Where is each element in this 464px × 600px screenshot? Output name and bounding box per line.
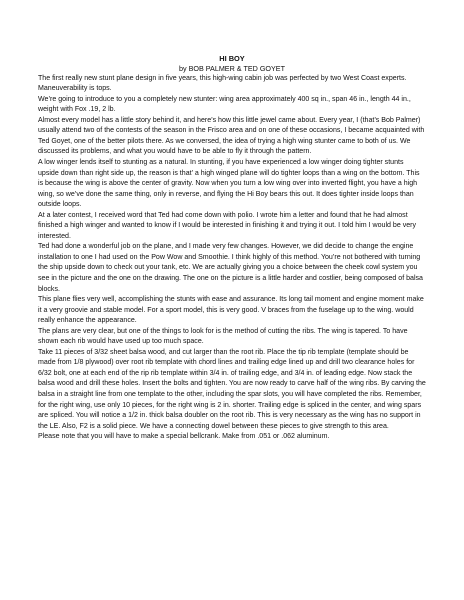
paragraph-later-contest: At a later contest, I received word that Ted had come down with polio. I wrote him a letter and found that he had almost finished a high winger and wanted to know if I would be interested in finishing it and trying it out. I told him I would be very interested. (38, 211, 417, 240)
paragraph-story: Almost every model has a little story behind it, and here’s how this little jewel came about. Every year, I (that’s Bob Palmer) usually attend two of the contests of the season in the Frisco area and on one of these occasions, I became acquainted with Ted Goyet, one of the better pilots there. As we conversed, the idea of trying a high wing stunter came to both of us. We discussed its problems, and what you would have to be able to fly it through the pattern. (38, 116, 425, 156)
paragraph-bellcrank: Please note that you will have to make a special bellcrank. Make from .051 or .062 aluminum. (38, 433, 330, 441)
document-body (38, 74, 426, 443)
paragraph-flying: This plane flies very well, accomplishing the stunts with ease and assurance. Its long tail moment and engine moment make it a very groovie and stable model. For a sport model, this is very good. V braces from the fuselage up to the wing. would really enhance the appearance. (38, 296, 424, 325)
paragraph-intro: The first really new stunt plane design in five years, this high-wing cabin job was perfected by two West Coast experts. Maneuverability is tops. (38, 74, 407, 93)
paragraph-engine-installation: Ted had done a wonderful job on the plane, and I made very few changes. However, we did decide to change the engine installation to one I had used on the Pow Wow and Smoothie. I think highly of this method. You’re not bothered with turning the ship upside down to check out your tank, etc. We are actually giving you a choice between the cheek cowl system you see in the picture and the one on the drawing. The one on the picture is a little harder and costlier, being composed of balsa blocks. (38, 243, 423, 293)
paragraph-rib-cutting: Take 11 pieces of 3/32 sheet balsa wood, and cut larger than the root rib. Place the tip rib template (template should be made from 1/8 plywood) over root rib template with chord lines and trailing edge lined up and drill two clearance holes for 6/32 bolt, one at each end of the rip rib template within 3/4 in. of trailing edge, and 3/4 in. of leading edge. Now stack the balsa wood and drill these holes. Insert the bolts and tighten. You are now ready to carve half of the wing ribs. By carving the balsa in a straight line from one template to the other, including the spar slots, you will have completed the ribs. Remember, for the right wing, use only 10 pieces, for the right wing is 2 in. shorter. Trailing edge is spliced in the center, and wing spars are spliced. You will notice a 1/2 in. thick balsa doubler on the root rib. This is very necessary as the wing has no support in the LE. Also, F2 is a solid piece. We have a connecting dowel between these pieces to give strength to this area. (38, 348, 426, 430)
document-byline: by BOB PALMER & TED GOYET (179, 64, 285, 73)
document-title: HI BOY (219, 54, 245, 63)
paragraph-low-winger: A low winger lends itself to stunting as a natural. In stunting, if you have experienced a low winger doing tighter stunts upside down than right side up, the reason is that’ a high winged plane will do tighter loops than a wing on the bottom. This is because the wing is above the center of gravity. Now when you turn a low wing over into inverted flight, you have a high wing, so we’ve done the same thing, only in reverse, and flying the Hi Boy bears this out. It does tighter inside loops than outside loops. (38, 158, 420, 209)
paragraph-specs: We’re going to introduce to you a completely new stunter: wing area approximately 400 sq in., span 46 in., length 44 in., weight with Fox .19, 2 lb. (38, 95, 411, 114)
paragraph-plans: The plans are very clear, but one of the things to look for is the method of cutting the ribs. The wing is tapered. To have shown each rib would have used up too much space. (38, 327, 408, 346)
